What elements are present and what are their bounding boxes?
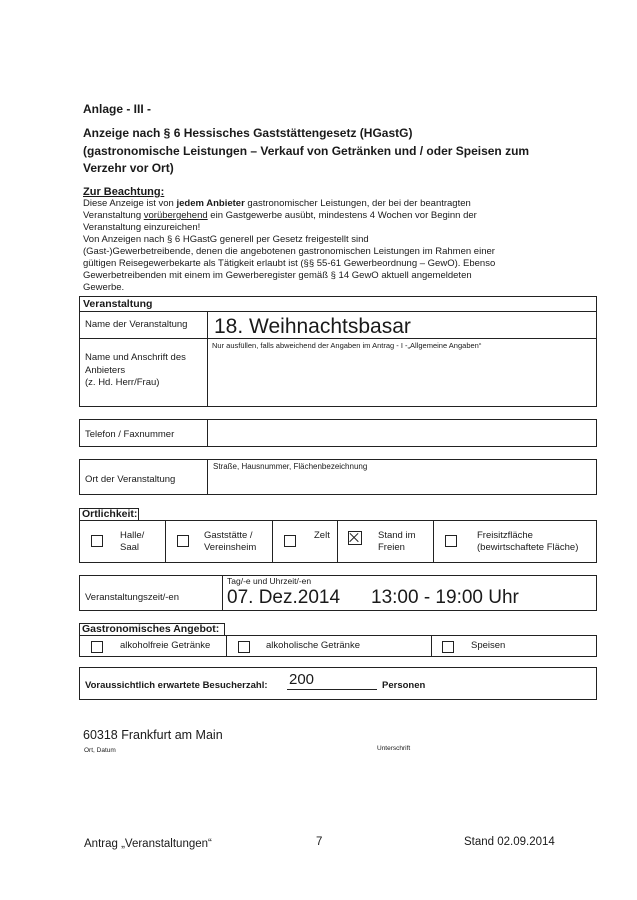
event-time-value[interactable]: 13:00 - 19:00 Uhr (371, 587, 519, 608)
event-date-value[interactable]: 07. Dez.2014 (227, 587, 341, 608)
option-halle-saal: Halle/ Saal (120, 530, 145, 553)
checkbox-zelt[interactable] (284, 535, 296, 547)
provider-hint: Nur ausfüllen, falls abweichend der Angaben im Antrag - I -„Allgemeine Angaben“ (212, 341, 482, 350)
checkbox-stand-im-freien-checked[interactable] (348, 531, 362, 545)
place-date-value[interactable]: 60318 Frankfurt am Main (83, 728, 223, 742)
event-time-label: Veranstaltungszeit/-en (85, 592, 180, 603)
event-time-hint: Tag/-e und Uhrzeit/-en (227, 576, 312, 586)
checkbox-gaststaette[interactable] (177, 535, 189, 547)
footer-form-name: Antrag „Veranstaltungen“ (84, 838, 212, 850)
event-name-label: Name der Veranstaltung (85, 319, 188, 330)
checkbox-freisitzflaeche[interactable] (445, 535, 457, 547)
checkbox-alkoholfrei[interactable] (91, 641, 103, 653)
visitors-unit: Personen (382, 680, 426, 691)
option-gaststaette: Gaststätte / Vereinsheim (204, 530, 257, 553)
checkbox-halle-saal[interactable] (91, 535, 103, 547)
provider-label: Name und Anschrift des Anbieters (z. Hd. Herr/Frau) (85, 352, 186, 388)
location-label: Ort der Veranstaltung (85, 474, 176, 485)
annex-label: Anlage - III - (83, 102, 152, 116)
section-oertlichkeit: Örtlichkeit: (82, 508, 138, 520)
section-angebot: Gastronomisches Angebot: (82, 623, 220, 635)
form-title-line-3: Verzehr vor Ort) (83, 161, 174, 175)
phone-field[interactable] (210, 421, 595, 445)
location-field[interactable] (210, 472, 595, 493)
footer-version: Stand 02.09.2014 (464, 836, 555, 848)
visitors-value[interactable]: 200 (289, 671, 315, 688)
place-date-label: Ort, Datum (84, 747, 116, 754)
page-number: 7 (316, 836, 323, 848)
notice-heading: Zur Beachtung: (83, 186, 165, 198)
notice-text: Diese Anzeige ist von jedem Anbieter gastronomischer Leistungen, der bei der beantragten Veranstaltung vorübergehend ein Gastgewerbe ausübt, mindestens 4 Wochen vor Beginn der Veranstaltung einzureichen! Von Anzeigen nach § 6 HGastG generell per Gesetz freigestellt sind (Gast-)Gewerbetreibende, denen die angebotenen gastronomischen Leistungen im Rahmen einer gültigen Reisegewerbekarte als Tätigkeit erlaubt ist (§§ 55-61 Gewerbeordnung – GewO). Ebenso Gewerbetreibenden mit einem im Gewerberegister gemäß § 14 GewO aktuell angemeldeten Gewerbe. (83, 198, 496, 293)
event-name-value[interactable]: 18. Weihnachtsbasar (214, 315, 411, 338)
signature-label: Unterschrift (377, 745, 411, 752)
option-stand-im-freien: Stand im Freien (378, 530, 416, 553)
option-freisitzflaeche: Freisitzfläche (bewirtschaftete Fläche) (477, 530, 579, 553)
phone-label: Telefon / Faxnummer (85, 429, 175, 440)
option-alkoholisch: alkoholische Getränke (266, 640, 360, 651)
visitors-label: Voraussichtlich erwartete Besucherzahl: (85, 680, 268, 691)
form-title-line-2: (gastronomische Leistungen – Verkauf von Getränken und / oder Speisen zum (83, 144, 530, 158)
checkbox-alkoholisch[interactable] (238, 641, 250, 653)
option-speisen: Speisen (471, 640, 506, 651)
checkbox-speisen[interactable] (442, 641, 454, 653)
option-zelt: Zelt (314, 530, 330, 541)
location-hint: Straße, Hausnummer, Flächenbezeichnung (213, 462, 368, 471)
option-alkoholfrei: alkoholfreie Getränke (120, 640, 211, 651)
provider-field[interactable] (210, 352, 595, 404)
form-title-line-1: Anzeige nach § 6 Hessisches Gaststättengesetz (HGastG) (83, 126, 413, 140)
section-veranstaltung: Veranstaltung (83, 298, 153, 310)
